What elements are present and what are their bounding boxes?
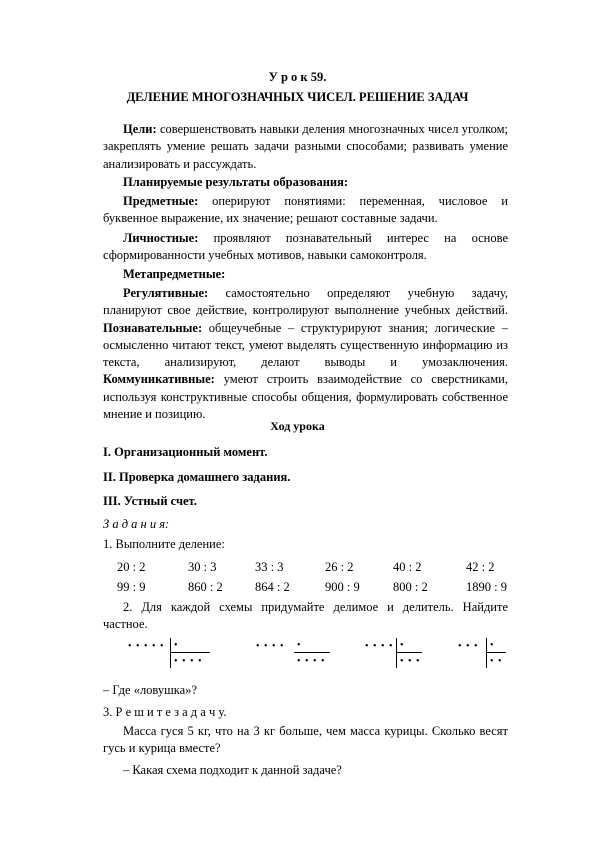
scheme-divisor: • xyxy=(490,640,495,651)
communicative-text: умеют строить взаимодействие со сверстниками, используя конструктивные способы общения, формулировать собственное мнение и позицию. xyxy=(103,372,508,422)
task1-example: 800 : 2 xyxy=(393,580,428,594)
task1-label: 1. Выполните деление: xyxy=(103,537,225,551)
cognitive-label: Познавательные: xyxy=(103,320,203,335)
personal-text: проявляют познавательный интерес на основе сформированности учебных мотивов, навыки самоконтроля. xyxy=(103,231,508,263)
task1-example: 33 : 3 xyxy=(255,560,284,574)
communicative-label: Коммуникативные: xyxy=(103,372,215,387)
subject-text: оперируют понятиями: переменная, числовое и буквенное выражение, их значение; решают составные задачи. xyxy=(103,194,508,226)
scheme-horizontal-line xyxy=(170,652,210,653)
scheme-quotient: • • • • xyxy=(297,656,326,667)
task1-example: 1890 : 9 xyxy=(466,580,507,594)
task1-example: 20 : 2 xyxy=(117,560,146,574)
task1-example: 42 : 2 xyxy=(466,560,495,574)
section-homework-check: II. Проверка домашнего задания. xyxy=(103,470,291,484)
lesson-number: У р о к 59. xyxy=(268,70,327,84)
personal-results-paragraph xyxy=(103,230,508,265)
scheme-horizontal-line xyxy=(294,652,330,653)
scheme-horizontal-line xyxy=(396,652,422,653)
goals-paragraph xyxy=(103,121,508,173)
lesson-flow-heading: Ход урока xyxy=(270,419,325,433)
task3-label: 3. Р е ш и т е з а д а ч у. xyxy=(103,705,227,719)
meta-results-paragraph xyxy=(103,285,508,423)
scheme-dividend: • • • • • xyxy=(128,641,165,652)
goals-label: Цели: xyxy=(123,122,157,136)
lesson-title: ДЕЛЕНИЕ МНОГОЗНАЧНЫХ ЧИСЕЛ. РЕШЕНИЕ ЗАДАЧ xyxy=(126,90,469,104)
scheme-vertical-line xyxy=(486,638,487,668)
scheme-quotient: • • • xyxy=(400,656,421,667)
trap-question: – Где «ловушка»? xyxy=(103,683,198,697)
regulatory-label: Регулятивные: xyxy=(123,286,209,300)
task1-example: 99 : 9 xyxy=(117,580,146,594)
scheme-quotient: • • xyxy=(490,656,503,667)
tasks-label: З а д а н и я: xyxy=(103,517,170,531)
scheme-divisor: • xyxy=(400,640,405,651)
scheme-quotient: • • • • xyxy=(174,656,203,667)
scheme-vertical-line xyxy=(396,638,397,668)
task1-example: 40 : 2 xyxy=(393,560,422,574)
scheme-dividend: • • • • xyxy=(365,641,394,652)
regulatory-text: самостоятельно определяют учебную задачу, планируют свое действие, контролируют выполнение учебных действий. xyxy=(103,286,508,318)
meta-heading: Метапредметные: xyxy=(123,267,226,281)
scheme-vertical-line xyxy=(170,638,171,668)
subject-results-paragraph xyxy=(103,193,508,228)
personal-label: Личностные: xyxy=(123,231,199,245)
scheme-dividend: • • • xyxy=(458,641,479,652)
task3-problem: Масса гуся 5 кг, что на 3 кг больше, чем масса курицы. Сколько весят гусь и курица вместе? xyxy=(103,724,508,756)
scheme-dividend: • • • • xyxy=(256,641,285,652)
task2-text: 2. Для каждой схемы придумайте делимое и делитель. Найдите частное. xyxy=(103,600,508,632)
results-heading: Планируемые результаты образования: xyxy=(123,175,349,189)
scheme-divisor: • xyxy=(297,640,302,651)
scheme-divisor: • xyxy=(174,640,179,651)
scheme-horizontal-line xyxy=(486,652,506,653)
task1-example: 900 : 9 xyxy=(325,580,360,594)
task1-example: 30 : 3 xyxy=(188,560,217,574)
section-organizational: I. Организационный момент. xyxy=(103,445,268,459)
goals-text: совершенствовать навыки деления многозначных чисел уголком; закреплять умение решать задачи разными способами; развивать умение анализировать и рассуждать. xyxy=(103,122,508,171)
subject-label: Предметные: xyxy=(123,194,199,208)
section-mental-math: III. Устный счет. xyxy=(103,494,197,508)
task3-question: – Какая схема подходит к данной задаче? xyxy=(123,763,342,777)
task1-example: 860 : 2 xyxy=(188,580,223,594)
task1-example: 26 : 2 xyxy=(325,560,354,574)
cognitive-text: общеучебные – структурируют знания; логические – осмысленно читают текст, умеют выделять существенную информацию из текста, анализируют, делают выводы и умозаключения. xyxy=(103,320,508,370)
task1-example: 864 : 2 xyxy=(255,580,290,594)
